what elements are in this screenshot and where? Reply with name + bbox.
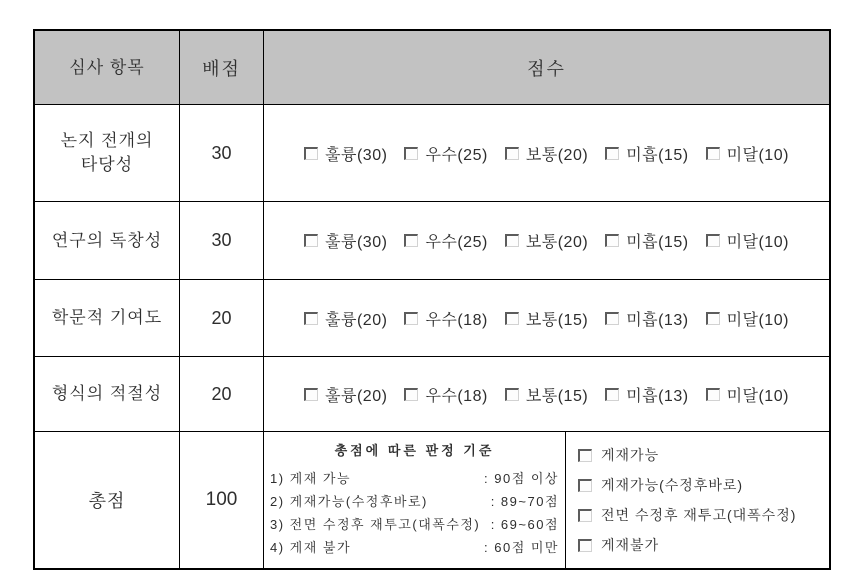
score-option: [404, 142, 487, 165]
score-option-label: 훌륭(30): [325, 234, 388, 251]
decision-checkbox[interactable]: [578, 509, 592, 522]
criteria-label: 4) 게재 불가: [270, 540, 352, 555]
score-option: [304, 229, 387, 252]
criteria-line: [270, 467, 559, 490]
row-item-label: 학문적 기여도: [51, 308, 163, 327]
score-checkbox[interactable]: [505, 312, 519, 325]
score-option: [505, 307, 588, 330]
decision-box: [566, 432, 829, 568]
row-score-options: [264, 105, 829, 202]
row-item-originality: [35, 202, 180, 280]
score-checkbox[interactable]: [706, 234, 720, 247]
row-item-contribution: [35, 280, 180, 357]
header-item-label: 심사 항목: [69, 57, 145, 77]
decision-option: [578, 475, 825, 495]
score-option: [304, 307, 387, 330]
score-option: [605, 229, 688, 252]
score-checkbox[interactable]: [404, 312, 418, 325]
total-item-label: 총점: [88, 491, 126, 511]
score-option-label: 미흡(13): [626, 311, 689, 329]
score-option-label: 보통(20): [525, 234, 589, 251]
row-item-label: 형식의 적절성: [51, 384, 163, 403]
score-checkbox[interactable]: [404, 234, 418, 247]
score-option-label: 미달(10): [726, 311, 789, 329]
score-option: [706, 383, 789, 406]
points-value: 30: [211, 230, 232, 250]
decision-option: [578, 535, 825, 555]
score-option: [304, 383, 387, 406]
score-option-label: 훌륭(20): [325, 311, 388, 329]
score-checkbox[interactable]: [706, 312, 720, 325]
score-option-label: 보통(15): [525, 387, 589, 405]
score-option: [605, 383, 688, 406]
score-option-label: 미달(10): [726, 387, 789, 405]
score-checkbox[interactable]: [404, 388, 418, 401]
row-item-format: [35, 357, 180, 432]
score-option: [605, 307, 688, 330]
score-option: [404, 307, 487, 330]
decision-checkbox[interactable]: [578, 449, 592, 462]
score-option-label: 우수(18): [425, 387, 488, 405]
criteria-line: [270, 490, 559, 513]
row-points: [180, 280, 264, 357]
total-points: [180, 432, 264, 568]
decision-checkbox[interactable]: [578, 539, 592, 552]
score-checkbox[interactable]: [505, 388, 519, 401]
score-checkbox[interactable]: [605, 312, 619, 325]
score-option: [605, 142, 688, 165]
score-checkbox[interactable]: [304, 388, 318, 401]
header-score-label: 점수: [527, 58, 566, 79]
score-checkbox[interactable]: [605, 147, 619, 160]
row-score-options: [264, 357, 829, 432]
score-option: [404, 383, 487, 406]
criteria-line: [270, 513, 559, 536]
score-option: [505, 142, 588, 165]
criteria-label: 1) 게재 가능: [270, 471, 352, 486]
row-item-validity: [35, 105, 180, 202]
criteria-value: : 69~60점: [490, 517, 559, 532]
decision-option: [578, 505, 825, 525]
header-item: [35, 31, 180, 105]
score-checkbox[interactable]: [304, 147, 318, 160]
row-points: [180, 202, 264, 280]
criteria-value: : 90점 이상: [484, 471, 559, 486]
row-points: [180, 357, 264, 432]
score-option: [706, 229, 789, 252]
header-score: [264, 31, 829, 105]
evaluation-table: [33, 29, 831, 570]
score-option-label: 우수(25): [425, 234, 488, 251]
score-option-label: 미달(10): [726, 234, 789, 251]
criteria-line: [270, 536, 559, 559]
score-checkbox[interactable]: [605, 388, 619, 401]
points-value: 20: [211, 383, 232, 404]
score-option-label: 보통(15): [525, 311, 589, 329]
score-option-label: 우수(18): [425, 311, 488, 329]
score-option-label: 보통(20): [525, 146, 589, 164]
criteria-value: : 89~70점: [490, 494, 559, 509]
score-checkbox[interactable]: [404, 147, 418, 160]
row-points: [180, 105, 264, 202]
score-checkbox[interactable]: [505, 147, 519, 160]
score-checkbox[interactable]: [706, 147, 720, 160]
score-option: [304, 142, 387, 165]
score-checkbox[interactable]: [505, 234, 519, 247]
row-item-label: 논지 전개의: [60, 131, 154, 150]
score-option-label: 훌륭(20): [325, 387, 388, 405]
header-points-label: 배점: [202, 58, 241, 79]
row-item-label: 타당성: [80, 155, 134, 174]
row-item-label: 연구의 독창성: [51, 230, 163, 250]
score-checkbox[interactable]: [605, 234, 619, 247]
score-checkbox[interactable]: [304, 234, 318, 247]
score-checkbox[interactable]: [706, 388, 720, 401]
score-option-label: 미흡(13): [626, 387, 689, 405]
score-option-label: 미흡(15): [626, 234, 689, 251]
row-score-options: [264, 202, 829, 280]
score-option-label: 미달(10): [726, 146, 789, 164]
total-item: [35, 432, 180, 568]
criteria-label: 2) 게재가능(수정후바로): [270, 494, 428, 509]
decision-label: 게재불가: [601, 537, 660, 553]
score-option-label: 미흡(15): [626, 146, 689, 164]
score-option: [404, 229, 487, 252]
criteria-box: [264, 432, 566, 568]
score-option-label: 우수(25): [425, 146, 488, 164]
decision-label: 전면 수정후 재투고(대폭수정): [601, 507, 797, 523]
decision-label: 게재가능(수정후바로): [601, 477, 744, 493]
decision-label: 게재가능: [601, 447, 660, 463]
criteria-label: 3) 전면 수정후 재투고(대폭수정): [270, 517, 481, 532]
decision-checkbox[interactable]: [578, 479, 592, 492]
total-points-value: 100: [205, 489, 238, 510]
points-value: 20: [211, 307, 232, 328]
points-value: 30: [211, 142, 232, 163]
row-score-options: [264, 280, 829, 357]
score-option: [706, 142, 789, 165]
score-option: [505, 229, 588, 252]
decision-option: [578, 445, 825, 465]
score-option-label: 훌륭(30): [325, 146, 388, 164]
total-score-area: [264, 432, 829, 568]
score-option: [706, 307, 789, 330]
criteria-value: : 60점 미만: [484, 540, 559, 555]
header-points: [180, 31, 264, 105]
score-checkbox[interactable]: [304, 312, 318, 325]
score-option: [505, 383, 588, 406]
criteria-title: 총점에 따른 판정 기준: [334, 443, 495, 458]
